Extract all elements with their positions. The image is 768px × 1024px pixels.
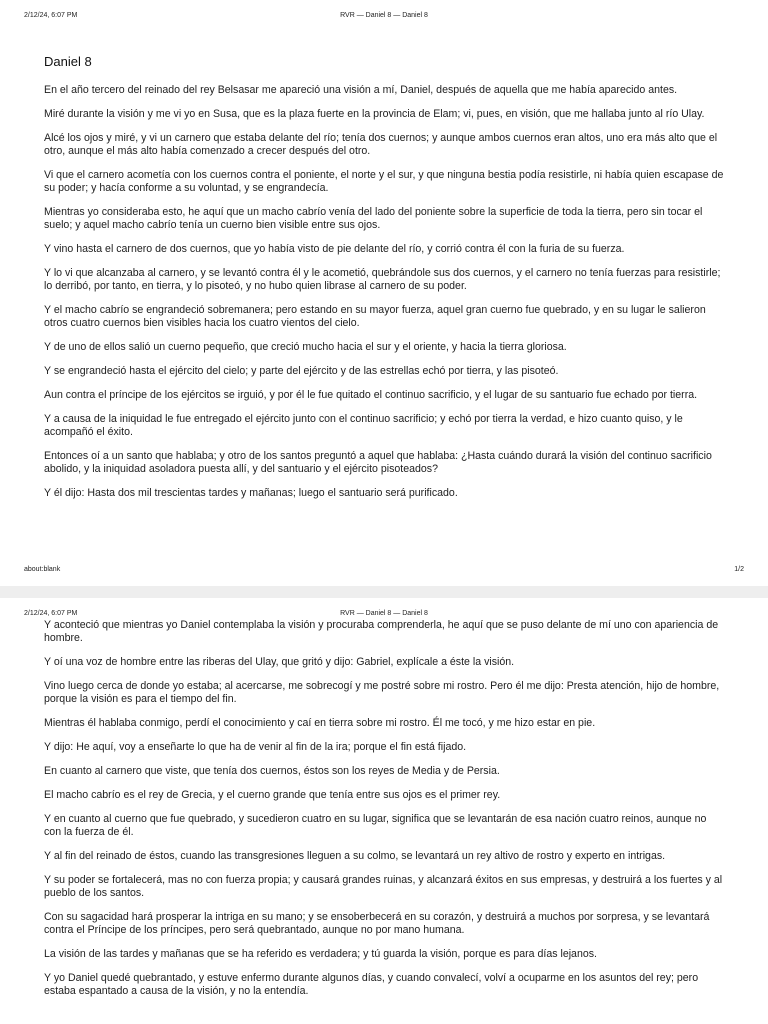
verse-paragraph: Y a causa de la iniquidad le fue entregado el ejército junto con el continuo sacrificio; y echó por tierra la verdad, e hizo cuanto quiso, y le acompañó el éxito. bbox=[44, 413, 683, 438]
verse-paragraph: Entonces oí a un santo que hablaba; y otro de los santos preguntó a aquel que hablaba: ¿Hasta cuándo durará la visión del continuo sacrificio abolido, y la iniquidad asoladora puesta allí, y del santuario y el ejército pisoteados? bbox=[44, 450, 712, 475]
verse-paragraph: Vi que el carnero acometía con los cuernos contra el poniente, el norte y el sur, y que ninguna bestia podía resistirle, ni había quien escapase de su poder; y hacía conforme a su voluntad, y se engrandecía. bbox=[44, 169, 724, 194]
print-datetime: 2/12/24, 6:07 PM bbox=[24, 610, 78, 617]
print-page-2 bbox=[0, 598, 768, 1024]
verse-paragraph: Alcé los ojos y miré, y vi un carnero que estaba delante del río; tenía dos cuernos; y aunque ambos cuernos eran altos, uno era más alto que el otro, aunque el más alto había comenzado a crecer después del otro. bbox=[44, 132, 718, 157]
verse-paragraph: Y lo vi que alcanzaba al carnero, y se levantó contra él y le acometió, quebrándole sus dos cuernos, y el carnero no tenía fuerzas para resistirle; lo derribó, por tanto, en tierra, y lo pisoteó, y no hubo quien librase al carnero de su poder. bbox=[44, 267, 721, 292]
verse-paragraph: Miré durante la visión y me vi yo en Susa, que es la plaza fuerte en la provincia de Elam; vi, pues, en visión, que me hallaba junto al río Ulay. bbox=[44, 108, 705, 120]
verse-paragraph: El macho cabrío es el rey de Grecia, y el cuerno grande que tenía entre sus ojos es el primer rey. bbox=[44, 789, 501, 801]
verse-paragraph: Y yo Daniel quedé quebrantado, y estuve enfermo durante algunos días, y cuando convalecí, volví a ocuparme en los asuntos del rey; pero estaba espantado a causa de la visión, y no la entendía. bbox=[44, 972, 699, 997]
verse-paragraph: Aun contra el príncipe de los ejércitos se irguió, y por él le fue quitado el continuo sacrificio, y el lugar de su santuario fue echado por tierra. bbox=[44, 389, 698, 401]
verse-paragraph: Y en cuanto al cuerno que fue quebrado, y sucedieron cuatro en su lugar, significa que se levantarán de esa nación cuatro reinos, aunque no con la fuerza de él. bbox=[44, 813, 707, 838]
print-footer bbox=[24, 566, 744, 578]
chapter-content bbox=[44, 54, 724, 511]
verse-paragraph: Mientras él hablaba conmigo, perdí el conocimiento y caí en tierra sobre mi rostro. Él me tocó, y me hizo estar en pie. bbox=[44, 717, 596, 729]
chapter-content bbox=[44, 619, 724, 1009]
print-datetime: 2/12/24, 6:07 PM bbox=[24, 12, 78, 19]
verse-paragraph: Y dijo: He aquí, voy a enseñarte lo que ha de venir al fin de la ira; porque el fin está fijado. bbox=[44, 741, 467, 753]
verse-paragraph: En el año tercero del reinado del rey Belsasar me apareció una visión a mí, Daniel, después de aquella que me había aparecido antes. bbox=[44, 84, 678, 96]
verse-paragraph: Y aconteció que mientras yo Daniel contemplaba la visión y procuraba comprenderla, he aquí que se puso delante de mí uno con apariencia de hombre. bbox=[44, 619, 719, 644]
verse-paragraph: Y de uno de ellos salió un cuerno pequeño, que creció mucho hacia el sur y el oriente, y hacia la tierra gloriosa. bbox=[44, 341, 567, 353]
verse-paragraph: Y oí una voz de hombre entre las riberas del Ulay, que gritó y dijo: Gabriel, explícale a éste la visión. bbox=[44, 656, 515, 668]
verse-paragraph: Mientras yo consideraba esto, he aquí que un macho cabrío venía del lado del poniente sobre la superficie de toda la tierra, pero sin tocar el suelo; y aquel macho cabrío tenía un cuerno bien visible entre sus ojos. bbox=[44, 206, 703, 231]
verse-paragraph: Y al fin del reinado de éstos, cuando las transgresiones lleguen a su colmo, se levantará un rey altivo de rostro y experto en intrigas. bbox=[44, 850, 666, 862]
verse-paragraph: Vino luego cerca de donde yo estaba; al acercarse, me sobrecogí y me postré sobre mi rostro. Pero él me dijo: Presta atención, hijo de hombre, porque la visión es para el tiempo del fin. bbox=[44, 680, 720, 705]
verse-paragraph: Y el macho cabrío se engrandeció sobremanera; pero estando en su mayor fuerza, aquel gran cuerno fue quebrado, y en su lugar le salieron otros cuatro cuernos bien visibles hacia los cuatro vientos del cielo. bbox=[44, 304, 706, 329]
chapter-heading: Daniel 8 bbox=[44, 54, 92, 69]
print-url: about:blank bbox=[24, 566, 61, 573]
verse-paragraph: Y se engrandeció hasta el ejército del cielo; y parte del ejército y de las estrellas echó por tierra, y las pisoteó. bbox=[44, 365, 559, 377]
verse-paragraph: Y él dijo: Hasta dos mil trescientas tardes y mañanas; luego el santuario será purificado. bbox=[44, 487, 458, 499]
verse-paragraph: La visión de las tardes y mañanas que se ha referido es verdadera; y tú guarda la visión, porque es para días lejanos. bbox=[44, 948, 597, 960]
verse-paragraph: En cuanto al carnero que viste, que tenía dos cuernos, éstos son los reyes de Media y de Persia. bbox=[44, 765, 500, 777]
print-page-number: 1/2 bbox=[734, 566, 744, 573]
verse-paragraph: Con su sagacidad hará prosperar la intriga en su mano; y se ensoberbecerá en su corazón, y destruirá a muchos por sorpresa, y se levantará contra el Príncipe de los príncipes, pero será quebrantado, aunque no por mano humana. bbox=[44, 911, 710, 936]
print-header bbox=[24, 12, 744, 24]
print-title: RVR — Daniel 8 — Daniel 8 bbox=[340, 12, 428, 19]
verse-paragraph: Y vino hasta el carnero de dos cuernos, que yo había visto de pie delante del río, y corrió contra él con la furia de su fuerza. bbox=[44, 243, 625, 255]
print-title: RVR — Daniel 8 — Daniel 8 bbox=[340, 610, 428, 617]
verse-paragraph: Y su poder se fortalecerá, mas no con fuerza propia; y causará grandes ruinas, y alcanzará éxitos en sus empresas, y destruirá a los fuertes y al pueblo de los santos. bbox=[44, 874, 723, 899]
